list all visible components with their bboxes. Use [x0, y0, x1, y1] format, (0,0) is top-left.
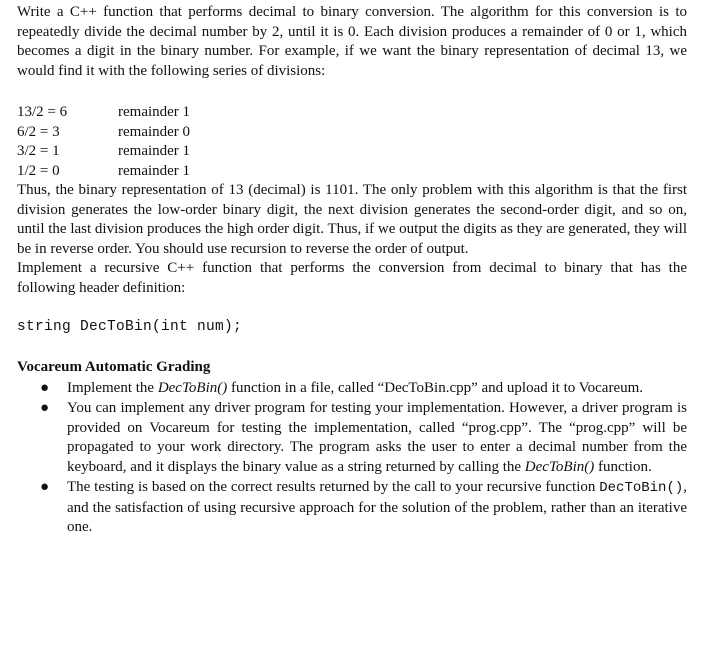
grading-bullet-item: [17, 399, 687, 477]
division-row: [17, 162, 687, 182]
bullet-text: Implement the: [67, 379, 158, 396]
division-row: [17, 123, 687, 143]
division-expression: 13/2 = 6: [17, 104, 68, 120]
bullet-text: function in a file, called “DecToBin.cpp” and upload it to Vocareum.: [227, 379, 644, 396]
grading-bullet-item: [17, 478, 687, 538]
grading-heading: Vocareum Automatic Grading: [17, 359, 211, 375]
division-row: [17, 142, 687, 162]
bullet-dot-icon: ●: [40, 379, 50, 396]
grading-bullet-list: [17, 379, 687, 538]
function-name: DecToBin(): [157, 379, 228, 396]
intro-paragraph: Write a C++ function that performs decimal to binary conversion. The algorithm for this conversion is to repeatedly divide the decimal number by 2, until it is 0. Each division produces a remainder of 0 or 1, which becomes a digit in the binary number. For example, if we want the binary representation of decimal 13, we would find it with the following series of divisions:: [17, 4, 687, 79]
division-expression: 1/2 = 0: [17, 162, 60, 179]
division-list: [17, 103, 687, 181]
function-name: DecToBin(): [524, 458, 595, 475]
bullet-text: The testing is based on the correct results returned by the call to your recursive function: [67, 479, 600, 495]
division-expression: 6/2 = 3: [17, 123, 60, 140]
division-row: [17, 103, 687, 123]
division-expression: 3/2 = 1: [17, 143, 60, 159]
bullet-text: function.: [594, 458, 652, 475]
bullet-dot-icon: ●: [40, 479, 50, 495]
implement-paragraph: Implement a recursive C++ function that performs the conversion from decimal to binary that has the following header definition:: [17, 260, 687, 296]
division-remainder: remainder 1: [118, 162, 191, 179]
function-signature-code: string DecToBin(int num);: [17, 319, 243, 335]
bullet-dot-icon: ●: [40, 400, 50, 416]
function-name-code: DecToBin(): [599, 480, 684, 496]
grading-bullet-item: [17, 379, 687, 399]
division-remainder: remainder 0: [118, 123, 191, 140]
bullet-text: You can implement any driver program for testing your implementation. However, a driver program is provided on Vocareum for testing the implementation, called “prog.cpp”. The “prog.cpp” will be propagated to your work directory. The program asks the user to enter a decimal number from the keyboard, and it displays the binary value as a string returned by calling the: [67, 400, 687, 475]
explanation-paragraph: Thus, the binary representation of 13 (decimal) is 1101. The only problem with this algorithm is that the first division generates the low-order binary digit, the next division generates the second-order digit, and so on, until the last division produces the high order digit. Thus, if we output the digits as they are generated, they will be in reverse order. You should use recursion to reverse the order of output.: [17, 182, 688, 257]
bullet-text: , and the satisfaction of using recursive approach for the solution of the problem, rather than an iterative one.: [67, 479, 687, 535]
division-remainder: remainder 1: [118, 104, 191, 120]
division-remainder: remainder 1: [118, 143, 191, 159]
